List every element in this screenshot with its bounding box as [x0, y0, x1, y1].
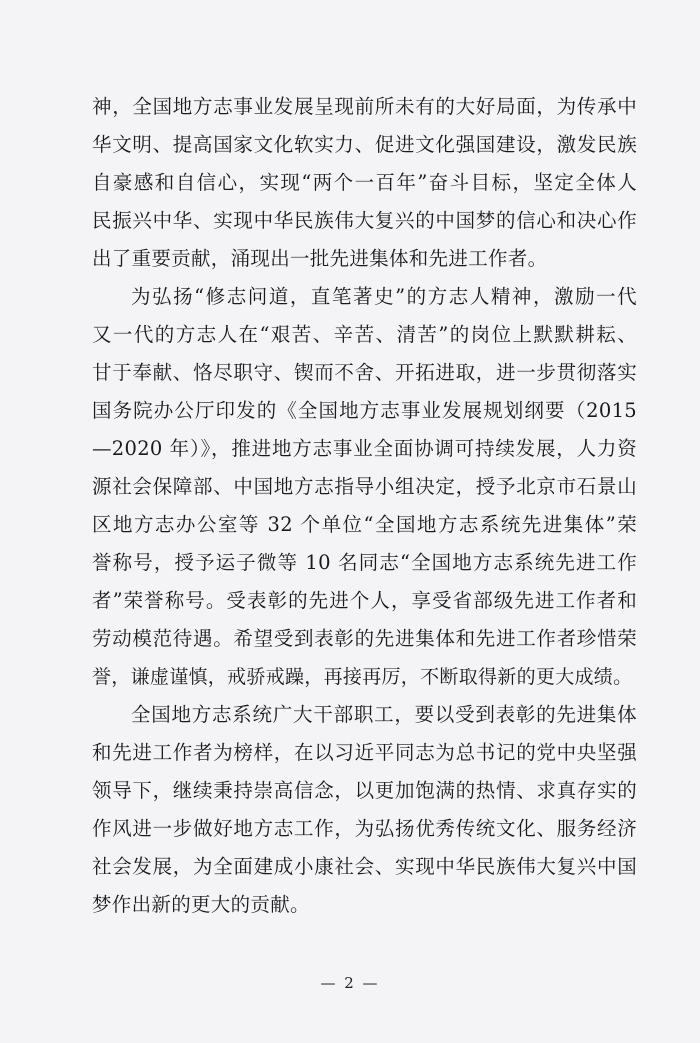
paragraph-line: 又一代的方志人在“艰苦、辛苦、清苦”的岗位上默默耕耘、 [92, 323, 637, 346]
paragraph-line: 誉称号，授予运子微等 10 名同志“全国地方志系统先进工作 [92, 551, 637, 574]
paragraph-line: 源社会保障部、中国地方志指导小组决定，授予北京市石景山 [92, 475, 637, 498]
paragraph-line: 神，全国地方志事业发展呈现前所未有的大好局面，为传承中 [92, 95, 637, 118]
paragraph-line: 为弘扬“修志问道，直笔著史”的方志人精神，激励一代 [131, 285, 637, 308]
paragraph-line: 作风进一步做好地方志工作，为弘扬优秀传统文化、服务经济 [92, 817, 637, 840]
paragraph-line: 华文明、提高国家文化软实力、促进文化强国建设，激发民族 [92, 133, 637, 156]
paragraph-line: 和先进工作者为榜样，在以习近平同志为总书记的党中央坚强 [92, 741, 637, 764]
paragraph-3 [92, 696, 637, 924]
paragraph-line: 区地方志办公室等 32 个单位“全国地方志系统先进集体”荣 [92, 513, 637, 536]
paragraph-line: 自豪感和自信心，实现“两个一百年”奋斗目标，坚定全体人 [92, 171, 637, 194]
paragraph-line: 梦作出新的更大的贡献。 [92, 893, 310, 916]
paragraph-1 [92, 88, 637, 278]
paragraph-line: 劳动模范待遇。希望受到表彰的先进集体和先进工作者珍惜荣 [92, 627, 637, 650]
paragraph-line: 国务院办公厅印发的《全国地方志事业发展规划纲要（2015 [92, 399, 637, 422]
paragraph-line: 者”荣誉称号。受表彰的先进个人，享受省部级先进工作者和 [92, 589, 637, 612]
paragraph-line: 誉，谦虚谨慎，戒骄戒躁，再接再厉，不断取得新的更大成绩。 [92, 666, 633, 688]
paragraph-line: 甘于奉献、恪尽职守、锲而不舍、开拓进取，进一步贯彻落实 [92, 361, 637, 384]
paragraph-line: —2020 年）》，推进地方志事业全面协调可持续发展，人力资 [92, 437, 637, 460]
paragraph-line: 全国地方志系统广大干部职工，要以受到表彰的先进集体 [131, 703, 637, 726]
document-body [92, 88, 637, 924]
page-number: — 2 — [320, 974, 380, 992]
paragraph-line: 社会发展，为全面建成小康社会、实现中华民族伟大复兴中国 [92, 855, 637, 878]
paragraph-2 [92, 278, 637, 696]
paragraph-line: 领导下，继续秉持崇高信念，以更加饱满的热情、求真存实的 [92, 779, 637, 802]
paragraph-line: 民振兴中华、实现中华民族伟大复兴的中国梦的信心和决心作 [92, 209, 637, 232]
paragraph-line: 出了重要贡献，涌现出一批先进集体和先进工作者。 [92, 247, 548, 270]
